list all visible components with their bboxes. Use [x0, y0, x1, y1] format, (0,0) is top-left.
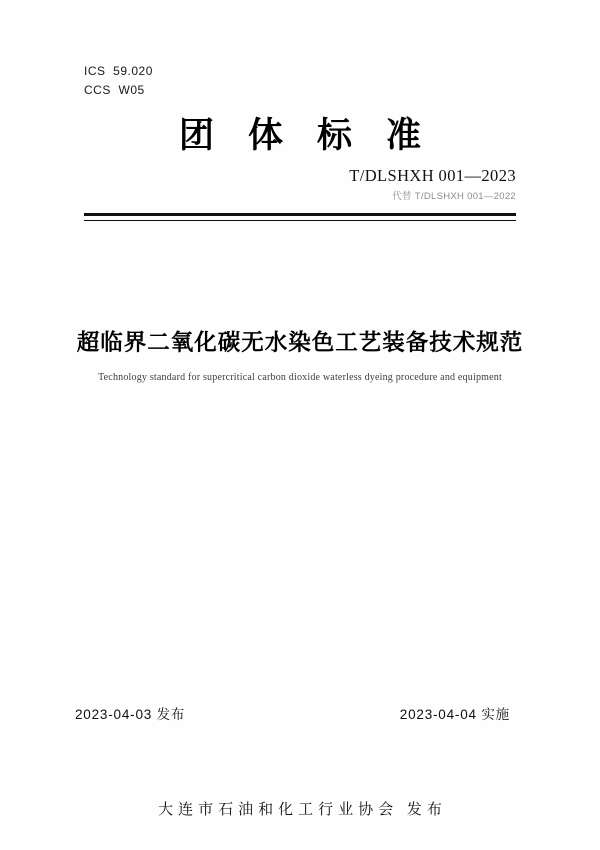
standard-number: T/DLSHXH 001—2023 [349, 166, 516, 185]
ics-code: ICS 59.020 [84, 64, 153, 78]
issuing-organization: 大连市石油和化工行业协会 发布 [158, 802, 447, 818]
standard-replaces-note: 代替 T/DLSHXH 001—2022 [392, 191, 516, 202]
classification-codes [84, 62, 153, 100]
header-rule-thick [84, 213, 516, 216]
effective-date: 2023-04-04 实施 [399, 707, 510, 722]
document-title-chinese: 超临界二氧化碳无水染色工艺装备技术规范 [76, 330, 524, 355]
series-title: 团体标准 [178, 116, 455, 155]
document-title-english: Technology standard for supercritical carbon dioxide waterless dyeing procedure and equipment [98, 372, 502, 383]
header-rule-thin [84, 220, 516, 221]
issue-date: 2023-04-03 发布 [75, 707, 186, 722]
ccs-code: CCS W05 [84, 83, 145, 97]
